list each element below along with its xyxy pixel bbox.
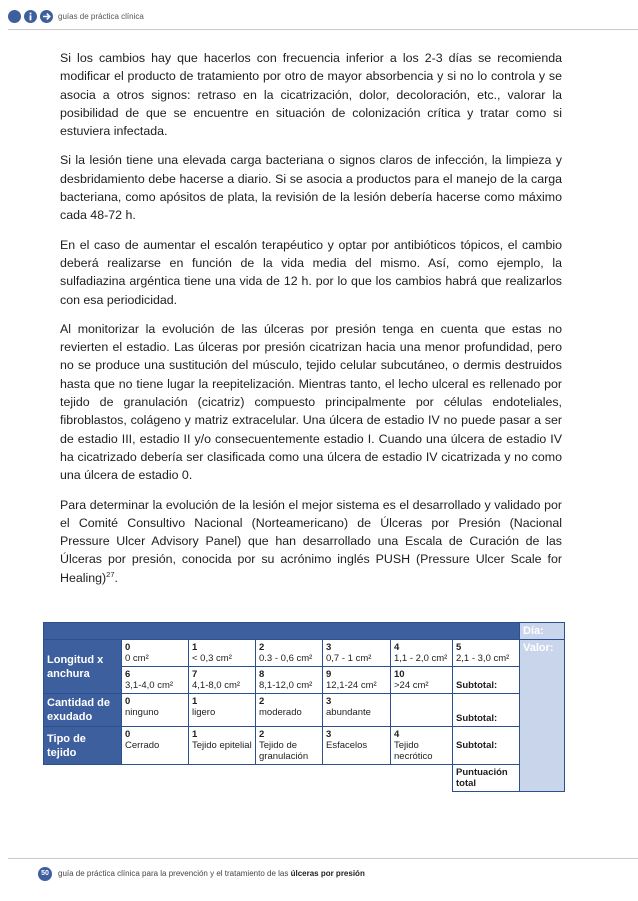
footer-text: guía de práctica clínica para la prevención y el tratamiento de las úlceras por presión <box>58 869 365 878</box>
longitud-cell-3: 3 0,7 - 1 cm² <box>323 640 391 667</box>
exudado-subtotal: Subtotal: <box>453 694 520 727</box>
paragraph-4: Al monitorizar la evolución de las úlceras por presión tenga en cuenta que estas no revierten el estadio. Las úlceras por presión cicatrizan hacia una menor profundidad, pero no se produce una sustitución del músculo, tejido celular subcutáneo, o dermis destruidos hasta que no tiene lugar la reepitelización. Mientras tanto, el lecho ulceral es rellenado por tejido de granulación (cicatriz) compuesto principalmente por células endoteliales, fibroblastos, colágeno y matriz extracelular. Una úlcera de estadio IV no puede pasar a ser de estadio III, estadio II y/o consecuentemente estadio I. Cuando una úlcera de estadio IV ha cicatrizado debería ser clasificada como una úlcera de estadio IV cicatrizada y no como una úlcera de estadio 0. <box>60 321 562 483</box>
longitud-cell-2: 2 0.3 - 0,6 cm² <box>256 640 323 667</box>
tejido-subtotal: Subtotal: <box>453 727 520 765</box>
page-footer <box>0 864 638 884</box>
longitud-cell-5: 5 2,1 - 3,0 cm² <box>453 640 520 667</box>
paragraph-5-text: Para determinar la evolución de la lesión el mejor sistema es el desarrollado y validado por el Comité Consultivo Nacional (Norteamericano) de Úlceras por Presión (Nacional Pressure Ulcer Advisory Panel) que han desarrollado una Escala de Curación de las Úlceras por presión, conocida por su acrónimo inglés PUSH (Pressure Ulcer Scale for Healing) <box>60 497 562 585</box>
exudado-cell-0: 0 ninguno <box>122 694 189 727</box>
page-header <box>0 0 638 32</box>
tejido-cell-0: 0 Cerrado <box>122 727 189 765</box>
info-icon[interactable] <box>24 10 37 23</box>
tejido-cell-1: 1 Tejido epitelial <box>189 727 256 765</box>
exudado-cell-3: 3 abundante <box>323 694 391 727</box>
exudado-cell-1: 1 ligero <box>189 694 256 727</box>
push-scale-table <box>43 622 565 792</box>
row-label-exudado: Cantidad de exudado <box>44 694 122 727</box>
longitud-subtotal: Subtotal: <box>453 667 520 694</box>
page-number: 50 <box>38 867 52 881</box>
paragraph-1: Si los cambios hay que hacerlos con frecuencia inferior a los 2-3 días se recomienda modificar el producto de tratamiento por otro de mayor absorbencia y si no lo controla y se asocia a otros signos: retraso en la cicatrización, dolor, decoloración, etc., valorar la posibilidad de que se encuentre en situación de colonización crítica y tratar como si estuviera infectada. <box>60 51 562 139</box>
exudado-cell-2: 2 moderado <box>256 694 323 727</box>
valor-column: Valor: <box>520 640 565 792</box>
longitud-cell-9: 9 12,1-24 cm² <box>323 667 391 694</box>
total-row-blank <box>44 765 453 792</box>
exudado-cell-empty <box>391 694 453 727</box>
longitud-cell-8: 8 8,1-12,0 cm² <box>256 667 323 694</box>
longitud-cell-7: 7 4,1-8,0 cm² <box>189 667 256 694</box>
puntuacion-total: Puntuación total <box>453 765 520 792</box>
dia-label: Día: <box>520 623 565 640</box>
paragraph-3: En el caso de aumentar el escalón terapéutico y optar por antibióticos tópicos, el cambio deberá realizarse en función de la vida media del mismo. Así, como ejemplo, la sulfadiazina argéntica tiene una vida de 12 h. por lo que los cambios habrá que realizarlos con esa periodicidad. <box>60 237 562 307</box>
longitud-cell-4: 4 1,1 - 2,0 cm² <box>391 640 453 667</box>
paragraph-2: Si la lesión tiene una elevada carga bacteriana o signos claros de infección, la limpieza y desbridamiento debe hacerse a diario. Si se asocia a productos para el manejo de la carga bacteriana, como apósitos de plata, la revisión de la lesión debería hacerse como máximo cada 48-72 h. <box>60 153 562 223</box>
longitud-cell-10: 10 >24 cm² <box>391 667 453 694</box>
header-title: guías de práctica clínica <box>58 12 144 21</box>
paragraph-5-end: . <box>114 570 118 585</box>
row-label-longitud: Longitud x anchura <box>44 640 122 694</box>
row-label-tejido: Tipo de tejido <box>44 727 122 765</box>
table-header-blank <box>44 623 520 640</box>
body-text <box>60 49 562 598</box>
tejido-cell-2: 2 Tejido de granulación <box>256 727 323 765</box>
reference-27[interactable]: 27 <box>106 569 115 579</box>
header-divider <box>8 29 638 30</box>
longitud-cell-6: 6 3,1-4,0 cm² <box>122 667 189 694</box>
footer-divider <box>8 858 638 859</box>
home-icon[interactable] <box>8 10 21 23</box>
tejido-cell-4: 4 Tejido necrótico <box>391 727 453 765</box>
next-arrow-icon[interactable] <box>40 10 53 23</box>
tejido-cell-3: 3 Esfacelos <box>323 727 391 765</box>
longitud-cell-0: 0 0 cm² <box>122 640 189 667</box>
longitud-cell-1: 1 < 0,3 cm² <box>189 640 256 667</box>
paragraph-5 <box>60 496 562 587</box>
